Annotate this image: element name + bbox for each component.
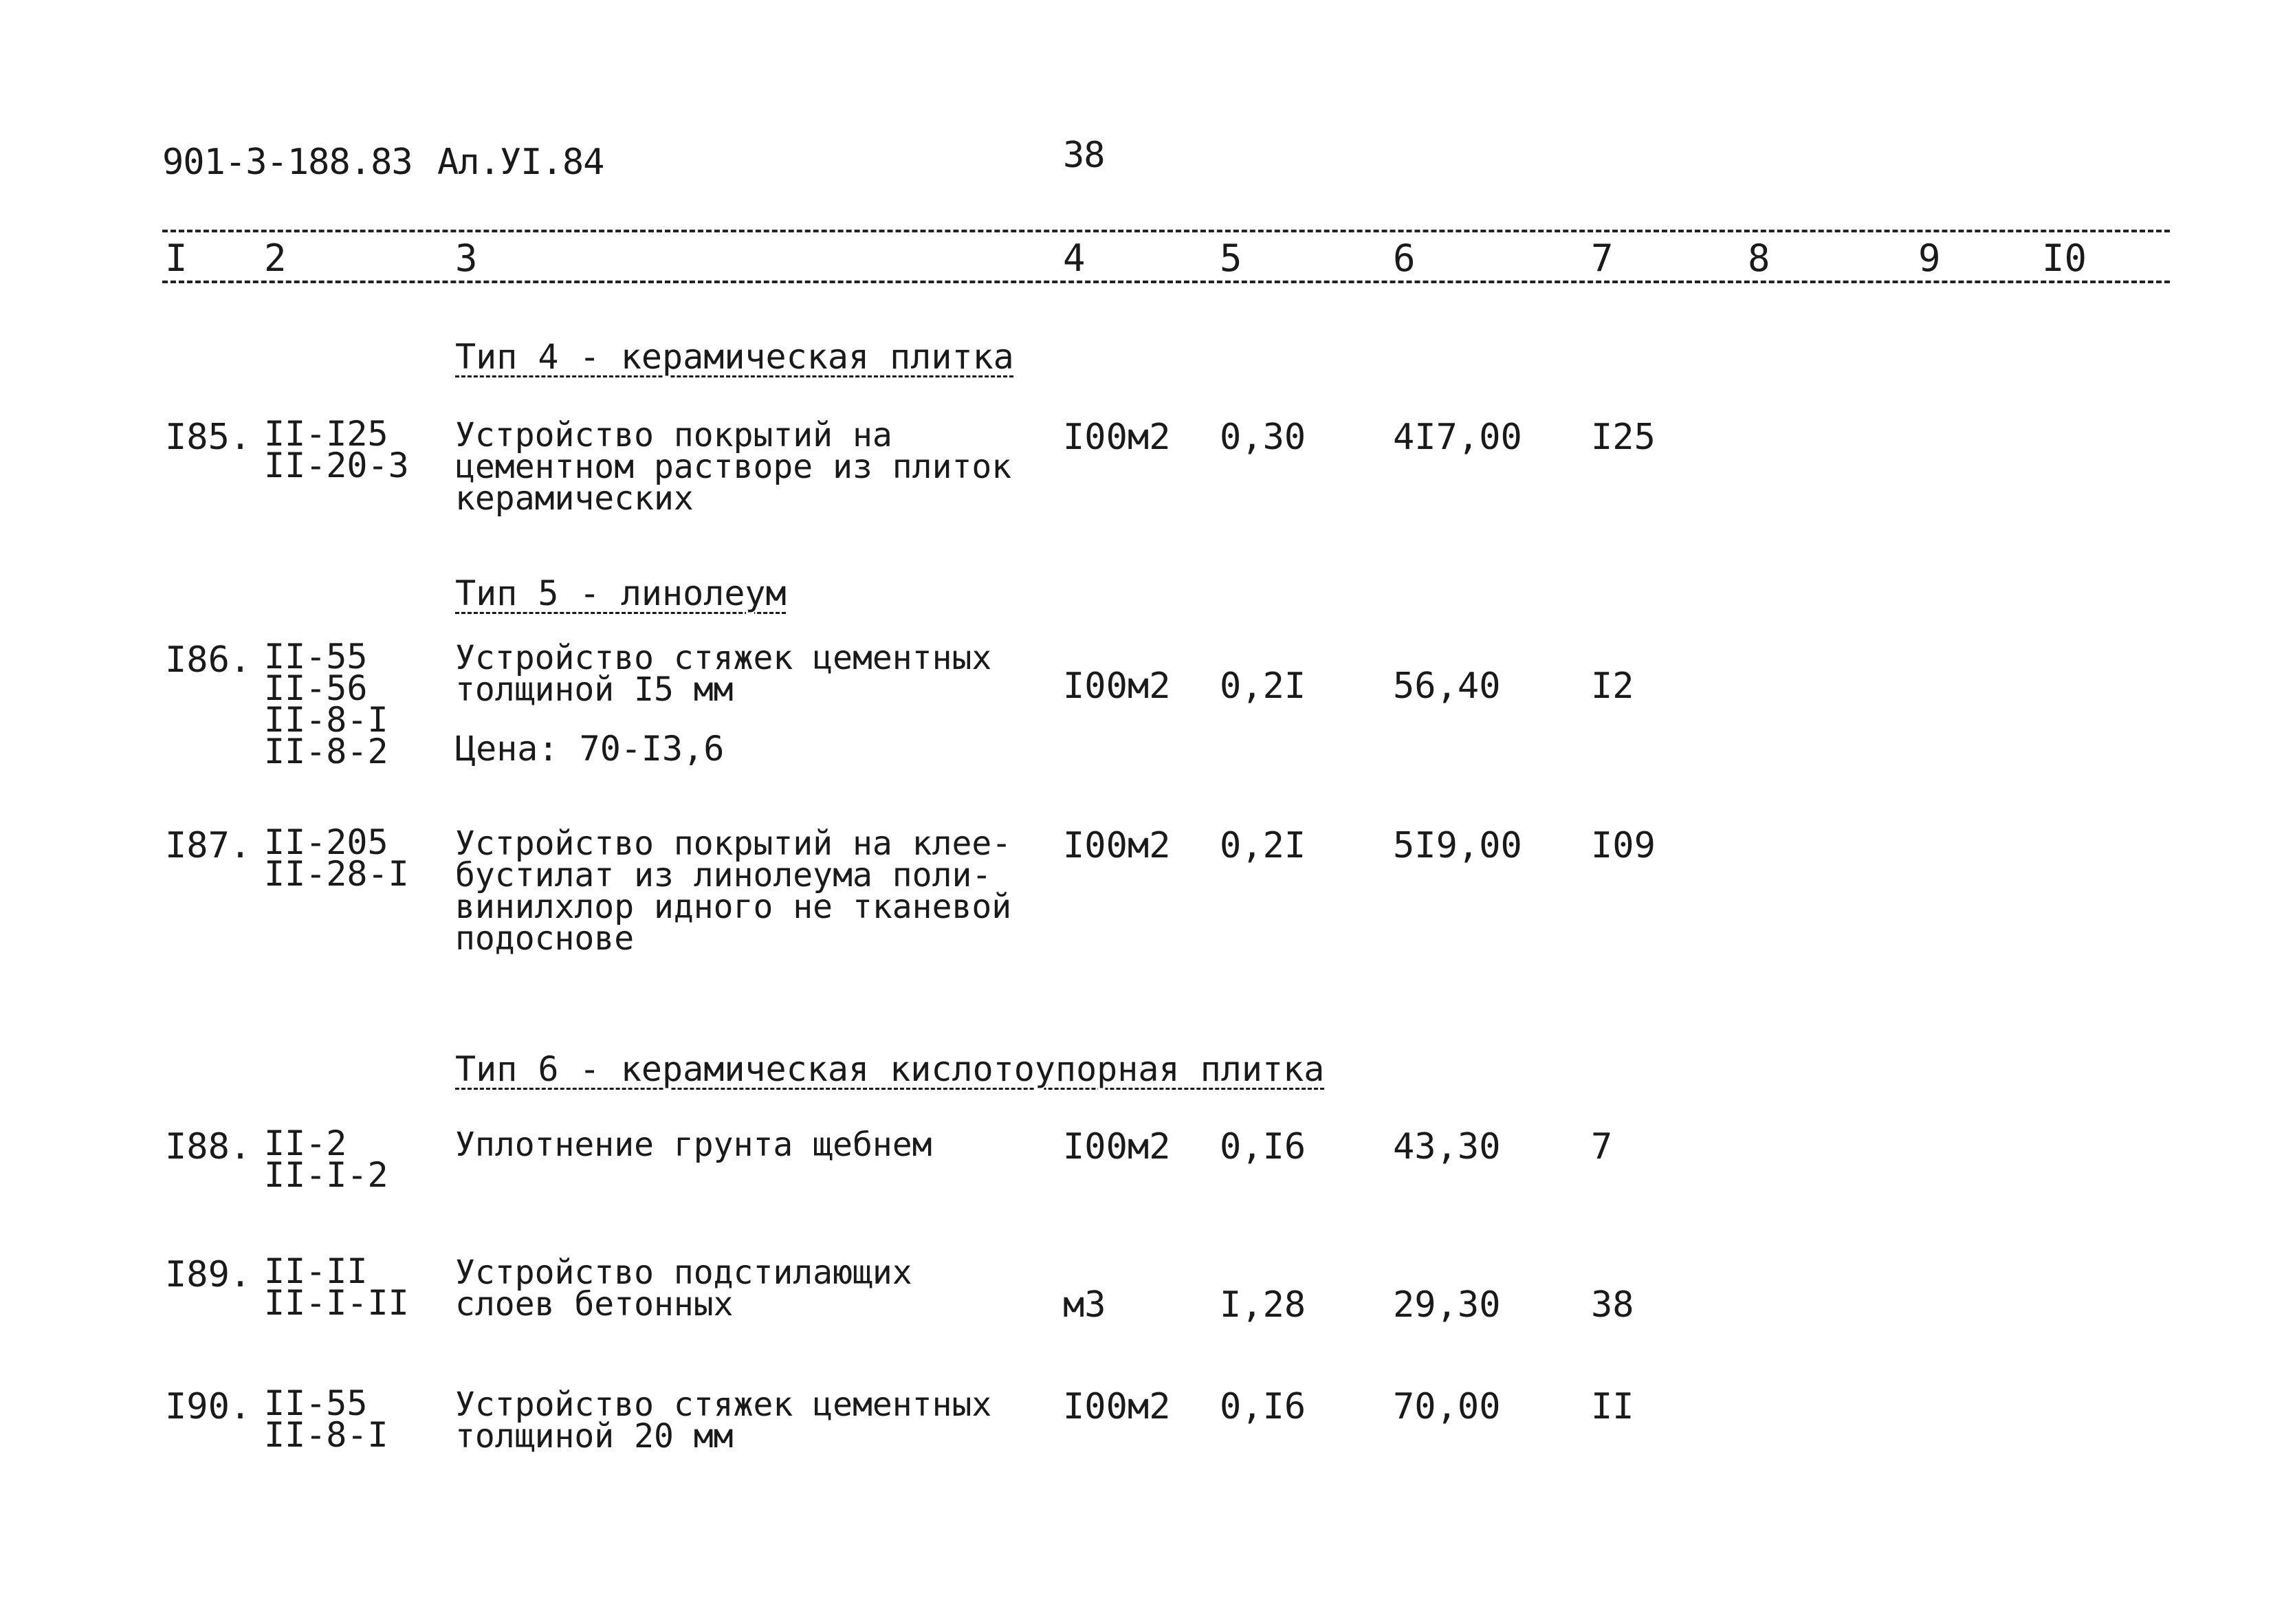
total-cost: I09 [1591, 825, 1656, 866]
column-5: 5 [1220, 237, 1242, 280]
total-cost: I25 [1591, 417, 1656, 458]
unit-price: 56,40 [1393, 666, 1501, 707]
norm-codes: II-I25 II-20-3 [264, 414, 409, 485]
document-code: 901-3-188.83 [162, 142, 413, 183]
row-number: I89. [165, 1254, 252, 1295]
norm-codes: II-55 II-56 II-8-I II-8-2 [264, 637, 388, 771]
row-number: I85. [165, 417, 252, 458]
unit: I00м2 [1063, 1126, 1171, 1167]
quantity: I,28 [1220, 1284, 1306, 1326]
column-2: 2 [264, 237, 287, 280]
norm-codes: II-II II-I-II [264, 1251, 409, 1323]
norm-codes: II-2 II-I-2 [264, 1123, 388, 1195]
work-description: Уплотнение грунта щебнем [455, 1126, 932, 1164]
column-7: 7 [1591, 237, 1614, 280]
row-number: I87. [165, 825, 252, 866]
work-description: Устройство покрытий на цементном растворе из плиток керамических [455, 416, 1012, 518]
total-cost: I2 [1591, 666, 1634, 707]
section-heading-type-4: Тип 4 - керамическая плитка [455, 337, 1014, 377]
unit: I00м2 [1063, 1386, 1171, 1427]
total-cost: 38 [1591, 1284, 1634, 1326]
work-description: Устройство стяжек цементных толщиной I5 мм [455, 639, 992, 709]
norm-codes: II-205 II-28-I [264, 822, 409, 894]
column-3: 3 [455, 237, 478, 280]
row-number: I90. [165, 1386, 252, 1427]
section-heading-type-5: Тип 5 - линолеум [455, 573, 787, 613]
column-4: 4 [1063, 237, 1086, 280]
quantity: 0,I6 [1220, 1126, 1306, 1167]
quantity: 0,2I [1220, 666, 1306, 707]
unit: I00м2 [1063, 666, 1171, 707]
row-number: I88. [165, 1126, 252, 1167]
quantity: 0,2I [1220, 825, 1306, 866]
unit-price: 5I9,00 [1393, 825, 1522, 866]
column-8: 8 [1748, 237, 1770, 280]
column-9: 9 [1918, 237, 1941, 280]
unit: I00м2 [1063, 417, 1171, 458]
work-description: Устройство покрытий на клее- бустилат из линолеума поли- винилхлор идного не тканевой подоснове [455, 824, 1012, 958]
norm-codes: II-55 II-8-I [264, 1383, 388, 1455]
unit-price: 70,00 [1393, 1386, 1501, 1427]
column-1: I [165, 237, 188, 280]
work-description: Устройство стяжек цементных толщиной 20 мм [455, 1385, 992, 1456]
section-heading-type-6: Тип 6 - керамическая кислотоупорная плитка [455, 1049, 1325, 1089]
total-cost: II [1591, 1386, 1634, 1427]
dashed-rule-top [162, 230, 2170, 232]
album-number: Ал.УI.84 [437, 142, 604, 183]
column-6: 6 [1393, 237, 1416, 280]
quantity: 0,I6 [1220, 1386, 1306, 1427]
dashed-rule-bottom [162, 281, 2170, 283]
unit-price: 29,30 [1393, 1284, 1501, 1326]
unit: м3 [1063, 1284, 1106, 1326]
column-10: I0 [2042, 237, 2087, 280]
work-description: Устройство подстилающих слоев бетонных [455, 1253, 912, 1324]
price-note: Цена: 70-I3,6 [455, 729, 725, 769]
unit-price: 43,30 [1393, 1126, 1501, 1167]
total-cost: 7 [1591, 1126, 1613, 1167]
row-number: I86. [165, 639, 252, 681]
page-number: 38 [1063, 135, 1105, 176]
quantity: 0,30 [1220, 417, 1306, 458]
unit-price: 4I7,00 [1393, 417, 1522, 458]
unit: I00м2 [1063, 825, 1171, 866]
